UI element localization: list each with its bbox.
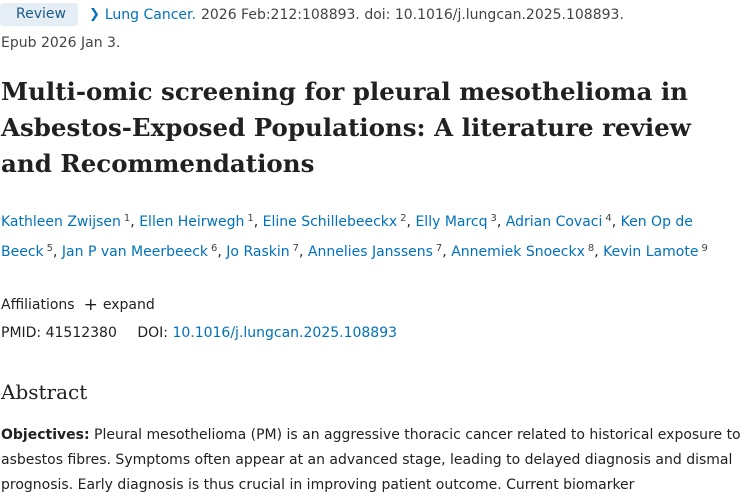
author-item — [1, 214, 135, 230]
chevron-right-icon[interactable]: ❯ — [88, 7, 100, 22]
author-name-link[interactable]: Kevin Lamote — [603, 243, 699, 260]
author-name-link[interactable]: Annelies Janssens — [307, 243, 433, 260]
doi-label: DOI: — [137, 325, 168, 341]
author-item — [506, 214, 616, 230]
affiliation-number[interactable]: 8 — [587, 242, 595, 254]
author-item — [603, 244, 708, 260]
author-item — [263, 214, 411, 230]
author-item — [139, 214, 258, 230]
author-separator: , — [406, 214, 411, 230]
author-name-link[interactable]: Elly Marcq — [415, 214, 488, 230]
author-name-link[interactable]: Kathleen Zwijsen — [1, 214, 121, 230]
affiliation-number[interactable]: 5 — [46, 242, 54, 254]
author-name-link[interactable]: Jo Raskin — [226, 243, 290, 260]
affiliation-number[interactable]: 4 — [605, 213, 612, 224]
pmid-value: 41512380 — [45, 325, 117, 341]
author-separator: , — [496, 214, 502, 230]
author-item — [415, 214, 501, 230]
author-separator: , — [594, 243, 599, 260]
author-name-link[interactable]: Annemiek Snoeckx — [451, 243, 585, 260]
plus-icon: + — [83, 295, 98, 315]
affiliation-number[interactable]: 1 — [247, 213, 254, 224]
affiliation-number[interactable]: 9 — [701, 242, 708, 254]
affiliation-number[interactable]: 1 — [123, 213, 131, 224]
doi-link[interactable]: 10.1016/j.lungcan.2025.108893 — [172, 325, 398, 341]
author-separator: , — [130, 214, 135, 230]
abstract-heading: Abstract — [1, 380, 88, 404]
epub-date: Epub 2026 Jan 3. — [1, 35, 121, 51]
author-separator: , — [217, 243, 222, 260]
affiliation-number[interactable]: 7 — [435, 242, 443, 254]
review-badge: Review — [0, 3, 78, 26]
affiliation-number[interactable]: 7 — [292, 242, 299, 254]
affiliations-row — [1, 297, 155, 313]
expand-label: expand — [102, 297, 155, 313]
journal-link[interactable]: Lung Cancer. — [104, 6, 196, 23]
author-name-link[interactable]: Eline Schillebeeckx — [262, 214, 398, 230]
author-separator: , — [53, 243, 58, 260]
author-name-link[interactable]: Jan P van Meerbeeck — [61, 243, 209, 260]
citation-row — [0, 3, 624, 26]
article-title: Multi-omic screening for pleural mesothelioma in Asbestos-Exposed Populations: A literature review and Recommendations — [1, 77, 691, 178]
abstract-body — [1, 423, 746, 498]
author-item — [226, 244, 303, 260]
affiliation-number[interactable]: 6 — [211, 242, 218, 254]
author-name-link[interactable]: Ken Op de Beeck — [1, 214, 693, 260]
pmid-label: PMID: — [1, 325, 42, 341]
affiliations-label: Affiliations — [1, 297, 75, 313]
author-separator: , — [253, 214, 259, 230]
objectives-text: Pleural mesothelioma (PM) is an aggressive thoracic cancer related to historical exposure to asbestos fibres. Symptoms often appear at an advanced stage, leading to delayed diagnosis and dismal prognosis. Early diagnosis is thus crucial in improving patient outcome. Current biomarker — [1, 427, 741, 493]
author-list — [1, 206, 741, 265]
identifiers-row — [1, 325, 397, 341]
author-separator: , — [442, 243, 447, 260]
author-separator: , — [298, 243, 304, 260]
author-item — [62, 244, 222, 260]
author-separator: , — [611, 214, 617, 230]
affiliation-number[interactable]: 3 — [490, 213, 497, 224]
objectives-label: Objectives: — [1, 427, 90, 443]
affiliation-number[interactable]: 2 — [400, 213, 407, 224]
author-name-link[interactable]: Ellen Heirwegh — [139, 214, 245, 230]
author-item — [308, 244, 447, 260]
expand-affiliations-button[interactable] — [84, 297, 155, 313]
author-item — [451, 244, 599, 260]
author-name-link[interactable]: Adrian Covaci — [505, 214, 603, 230]
citation-details: 2026 Feb:212:108893. doi: 10.1016/j.lungcan.2025.108893. — [200, 6, 624, 23]
